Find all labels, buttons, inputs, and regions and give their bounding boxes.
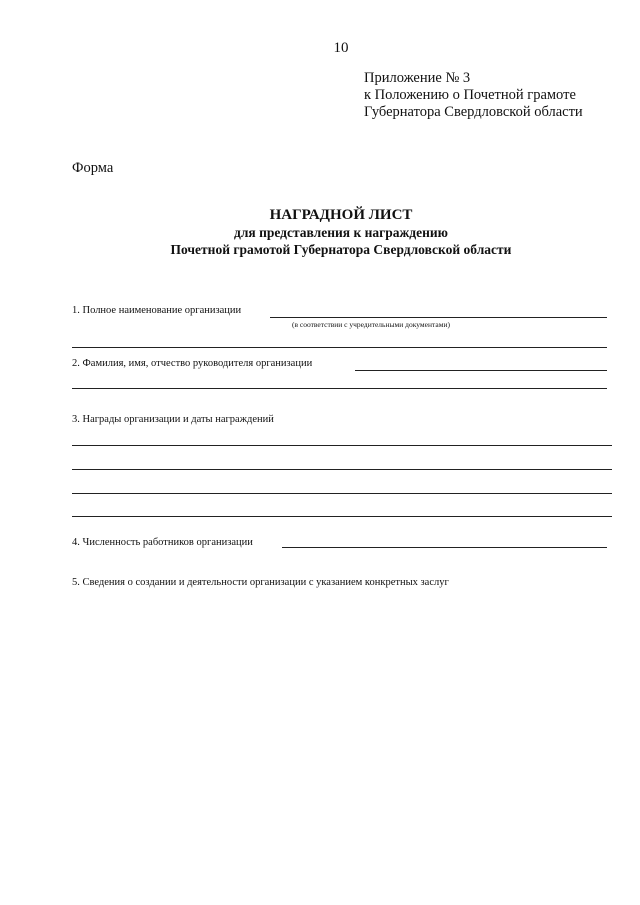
appendix-line-1: Приложение № 3 [364,70,471,86]
org-name-hint: (в соответствии с учредительными документами) [292,320,450,329]
page-number: 10 [333,40,349,56]
appendix-line-3: Губернатора Свердловской области [364,104,583,120]
head-name-input-line-2[interactable] [72,388,607,389]
title-main: НАГРАДНОЙ ЛИСТ [269,207,413,223]
org-name-input-line[interactable] [270,317,607,318]
awards-input-line-1[interactable] [72,445,612,446]
awards-input-line-3[interactable] [72,493,612,494]
appendix-note [364,70,583,121]
form-label: Форма [72,160,114,176]
org-name-input-line-2[interactable] [72,347,607,348]
title-sub-1: для представления к награждению [233,225,449,240]
staff-count-input-line[interactable] [282,547,607,548]
staff-count-label: 4. Численность работников организации [72,537,253,548]
appendix-line-2: к Положению о Почетной грамоте [364,87,576,103]
head-name-input-line[interactable] [355,370,607,371]
awards-input-line-2[interactable] [72,469,612,470]
head-name-label: 2. Фамилия, имя, отчество руководителя организации [72,358,313,369]
title-sub-2: Почетной грамотой Губернатора Свердловской области [170,242,512,257]
document-title [0,206,640,258]
merits-label: 5. Сведения о создании и деятельности организации с указанием конкретных заслуг [72,577,449,588]
awards-label: 3. Награды организации и даты награждений [72,414,274,425]
awards-input-line-4[interactable] [72,516,612,517]
org-name-label: 1. Полное наименование организации [72,305,242,316]
